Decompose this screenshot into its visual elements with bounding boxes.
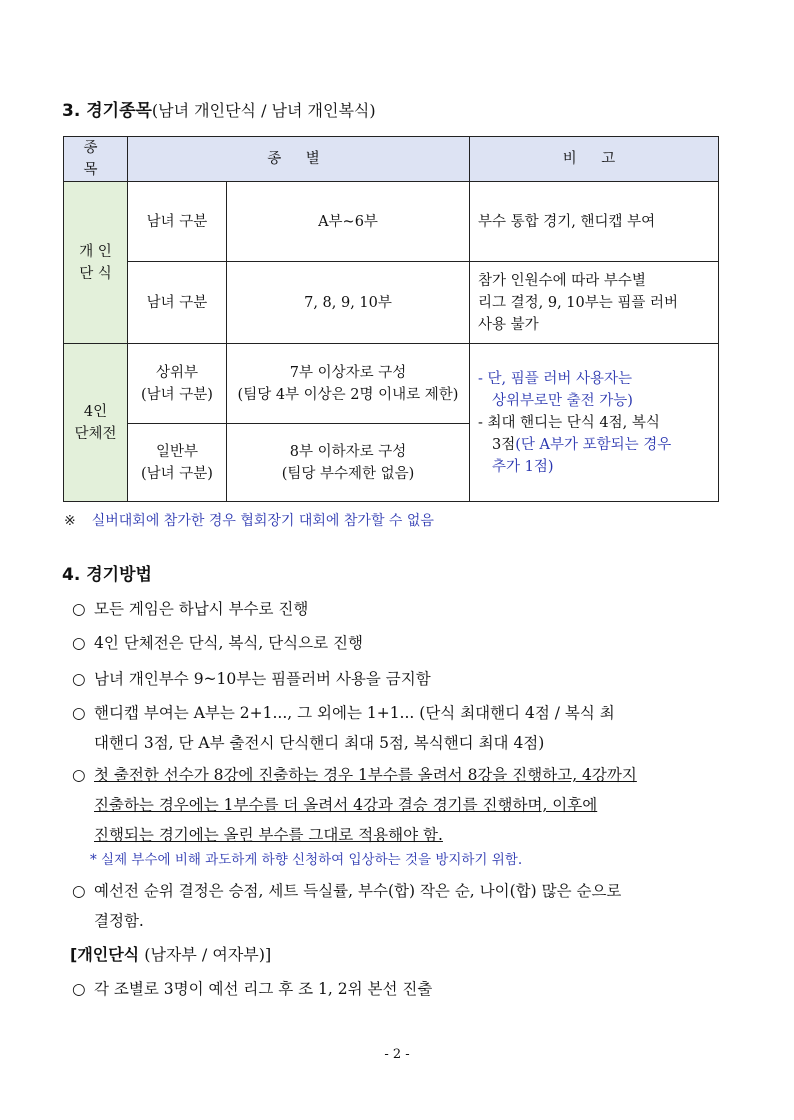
remark-text: (단 A부가 포함되는 경우 bbox=[515, 436, 672, 453]
list-item: ○ 각 조별로 3명이 예선 리그 후 조 1, 2위 본선 진출 bbox=[72, 974, 712, 1004]
group-cell: 남녀 구분 bbox=[128, 182, 227, 262]
event-table bbox=[63, 136, 719, 502]
level-cell: 7부 이상자로 구성 (팀당 4부 이상은 2명 이내로 제한) bbox=[227, 344, 470, 424]
page-number: - 2 - bbox=[384, 1047, 410, 1062]
list-item: ○ 예선전 순위 결정은 승점, 세트 득실률, 부수(합) 작은 순, 나이(합) 많은 순으로 결정함. bbox=[72, 876, 712, 936]
remark-text: 3점 bbox=[492, 436, 516, 453]
list-item: ○ 4인 단체전은 단식, 복식, 단식으로 진행 bbox=[72, 628, 712, 658]
bullet-icon: ○ bbox=[72, 980, 86, 998]
list-item: ○ 모든 게임은 하납시 부수로 진행 bbox=[72, 594, 712, 624]
remark-cell-team: - 단, 핌플 러버 사용자는 상위부로만 출전 가능) - 최대 핸디는 단식 4점, 복식 3점(단 A부가 포함되는 경우 추가 1점) bbox=[470, 344, 719, 502]
level-cell: 7, 8, 9, 10부 bbox=[227, 262, 470, 344]
level-cell: A부~6부 bbox=[227, 182, 470, 262]
category-individual: 개 인 단 식 bbox=[64, 182, 128, 344]
list-item: ○ 남녀 개인부수 9~10부는 핌플러버 사용을 금지함 bbox=[72, 664, 712, 694]
group-cell: 일반부 (남녀 구분) bbox=[128, 424, 227, 502]
bullet-icon: ○ bbox=[72, 766, 86, 784]
bullet-icon: ○ bbox=[72, 882, 86, 900]
section-3-heading bbox=[62, 96, 376, 121]
section-title: 경기종목 bbox=[86, 101, 152, 121]
section-subtitle: (남녀 개인단식 / 남녀 개인복식) bbox=[151, 101, 376, 120]
header-category: 종 목 bbox=[64, 137, 128, 182]
remark-cell: 부수 통합 경기, 핸디캡 부여 bbox=[470, 182, 719, 262]
bullet-icon: ○ bbox=[72, 600, 86, 618]
remark-cell: 참가 인원수에 따라 부수별 리그 결정, 9, 10부는 핌플 러버 사용 불가 bbox=[470, 262, 719, 344]
group-cell: 남녀 구분 bbox=[128, 262, 227, 344]
sub-note: * 실제 부수에 비해 과도하게 하향 신청하여 입상하는 것을 방지하기 위함. bbox=[90, 852, 523, 868]
section-title: 경기방법 bbox=[86, 565, 152, 585]
category-team: 4인 단체전 bbox=[64, 344, 128, 502]
section-number: 4. bbox=[62, 565, 81, 585]
level-cell: 8부 이하자로 구성 (팀당 부수제한 없음) bbox=[227, 424, 470, 502]
bullet-icon: ○ bbox=[72, 634, 86, 652]
section-number: 3. bbox=[62, 101, 81, 121]
list-item: ○ 핸디캡 부여는 A부는 2+1..., 그 외에는 1+1... (단식 최대핸디 4점 / 복식 최 대핸디 3점, 단 A부 출전시 단식핸디 최대 5점, 복식핸디 최대 4점) bbox=[72, 698, 712, 758]
section-4-heading bbox=[62, 560, 152, 585]
bullet-icon: ○ bbox=[72, 670, 86, 688]
bullet-icon: ○ bbox=[72, 704, 86, 722]
note-text: 실버대회에 참가한 경우 협회장기 대회에 참가할 수 없음 bbox=[91, 513, 434, 529]
group-cell: 상위부 (남녀 구분) bbox=[128, 344, 227, 424]
note bbox=[64, 510, 434, 530]
header-remark: 비 고 bbox=[470, 137, 719, 182]
note-mark: ※ bbox=[64, 513, 76, 529]
individual-section-title: [개인단식 (남자부 / 여자부)] bbox=[70, 945, 272, 964]
header-class: 종 별 bbox=[128, 137, 470, 182]
list-item: ○ 첫 출전한 선수가 8강에 진출하는 경우 1부수를 올려서 8강을 진행하고, 4강까지 진출하는 경우에는 1부수를 더 올려서 4강과 결승 경기를 진행하며, 이후에 진행되는 경기에는 올린 부수를 그대로 적용해야 함. bbox=[72, 760, 712, 850]
